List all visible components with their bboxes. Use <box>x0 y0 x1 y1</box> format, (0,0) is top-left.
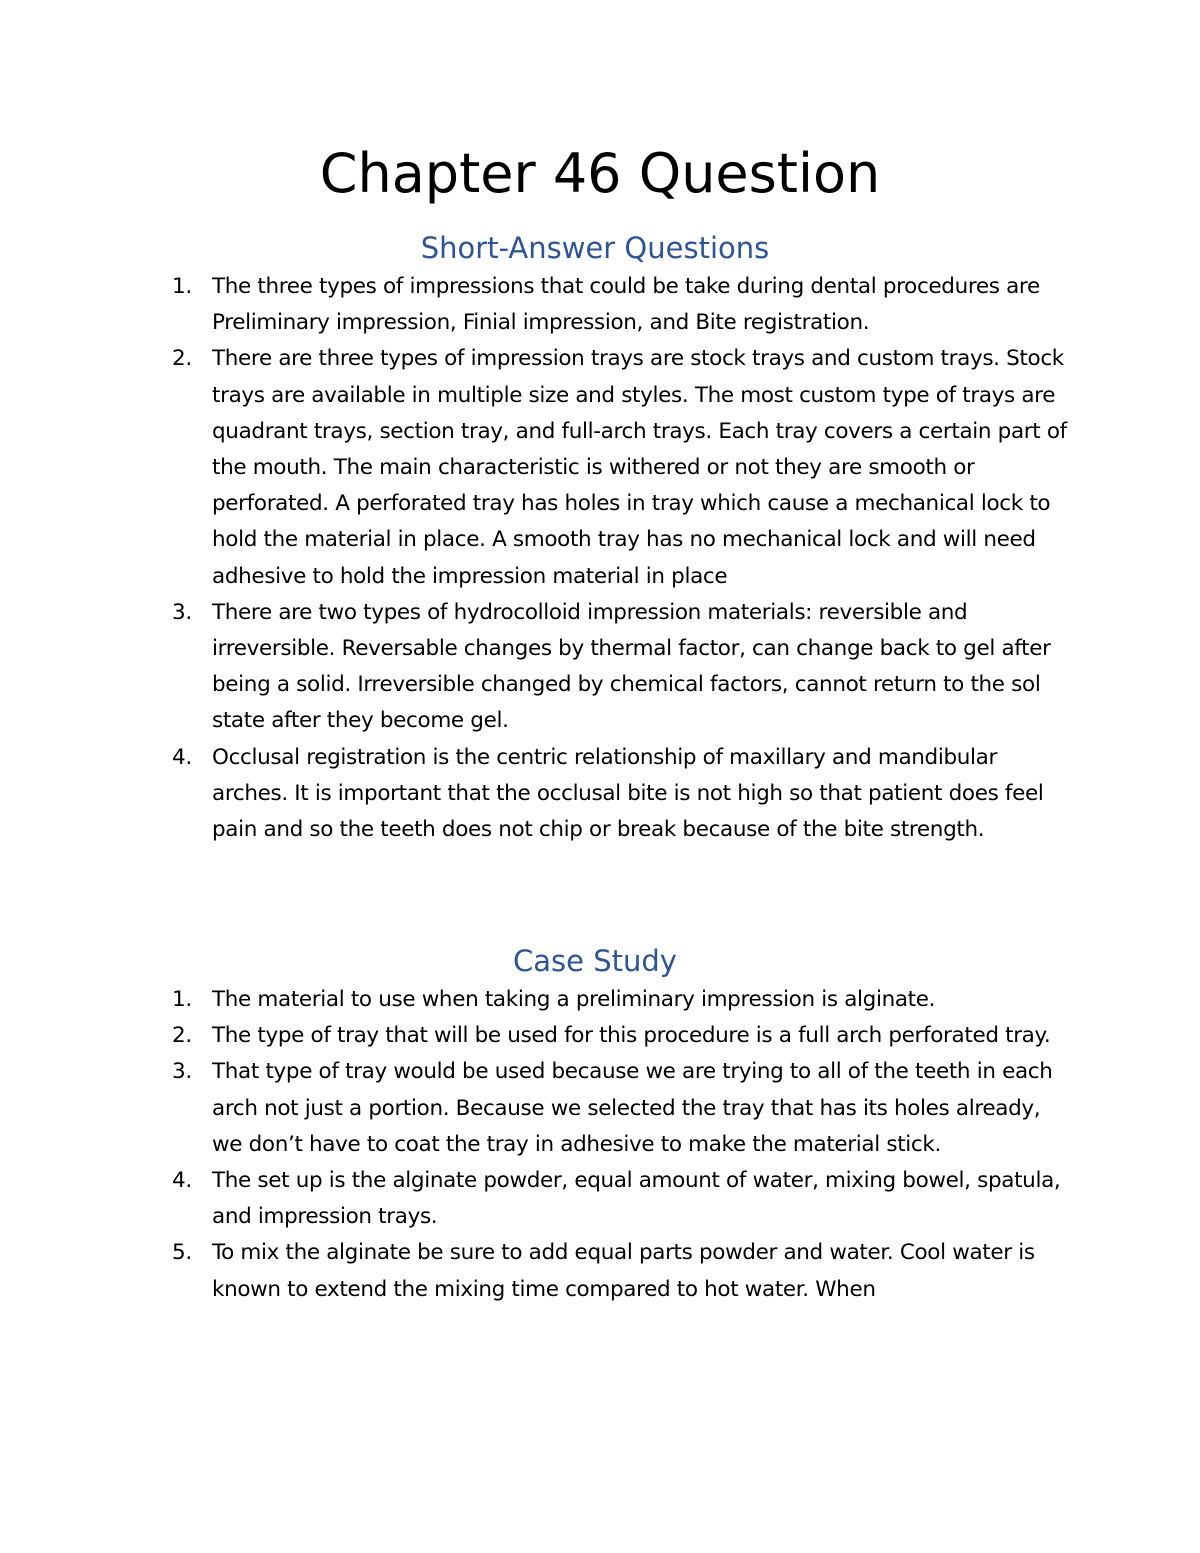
list-item-text: The set up is the alginate powder, equal amount of water, mixing bowel, spatula, and impression trays. <box>212 1168 1061 1230</box>
case-study-list <box>172 982 1072 1308</box>
list-item <box>172 595 1072 740</box>
list-item <box>172 341 1072 594</box>
list-item-text: There are two types of hydrocolloid impression materials: reversible and irreversible. Reversable changes by thermal factor, can change back to gel after being a solid. Irreversible changed by chemical factors, cannot return to the sol state after they become gel. <box>212 599 1051 734</box>
list-item-text: The type of tray that will be used for this procedure is a full arch perforated tray. <box>212 1023 1051 1049</box>
list-item-text: The material to use when taking a preliminary impression is alginate. <box>212 987 936 1012</box>
list-item-text: The three types of impressions that could be take during dental procedures are Preliminary impression, Finial impression, and Bite registration. <box>212 274 1040 336</box>
list-item-text: That type of tray would be used because we are trying to all of the teeth in each arch not just a portion. Because we selected the tray that has its holes already, we don’t have to coat the tray in adhesive to make the material stick. <box>212 1059 1053 1157</box>
short-answer-list <box>172 269 1072 848</box>
list-item-number: 3. <box>172 1059 192 1085</box>
list-item-number: 1. <box>172 274 192 299</box>
list-item-text: Occlusal registration is the centric relationship of maxillary and mandibular arches. It is important that the occlusal bite is not high so that patient does feel pain and so the teeth does not chip or break because of the bite strength. <box>212 744 1044 843</box>
list-item-number: 1. <box>172 987 192 1012</box>
list-item <box>172 269 1072 341</box>
list-item-number: 5. <box>172 1240 192 1266</box>
list-item <box>172 1018 1072 1054</box>
short-answer-heading: Short-Answer Questions <box>420 231 770 265</box>
list-item-number: 4. <box>172 1168 192 1194</box>
list-item <box>172 1054 1072 1163</box>
list-item-number: 2. <box>172 1023 192 1049</box>
list-item <box>172 982 1072 1018</box>
list-item-number: 4. <box>172 744 192 770</box>
list-item-text: There are three types of impression trays are stock trays and custom trays. Stock trays are available in multiple size and styles. The most custom type of trays are quadrant trays, section tray, and full-arch trays. Each tray covers a certain part of the mouth. The main characteristic is withered or not they are smooth or perforated. A perforated tray has holes in tray which cause a mechanical lock to hold the material in place. A smooth tray has no mechanical lock and will need adhesive to hold the impression material in place <box>212 346 1067 589</box>
page-title: Chapter 46 Question <box>319 142 881 205</box>
list-item-number: 3. <box>172 599 192 625</box>
list-item <box>172 1163 1072 1235</box>
list-item <box>172 1235 1072 1307</box>
list-item-number: 2. <box>172 346 192 372</box>
list-item-text: To mix the alginate be sure to add equal parts powder and water. Cool water is known to extend the mixing time compared to hot water. When <box>212 1240 1035 1302</box>
list-item <box>172 740 1072 849</box>
case-study-heading: Case Study <box>513 944 677 978</box>
